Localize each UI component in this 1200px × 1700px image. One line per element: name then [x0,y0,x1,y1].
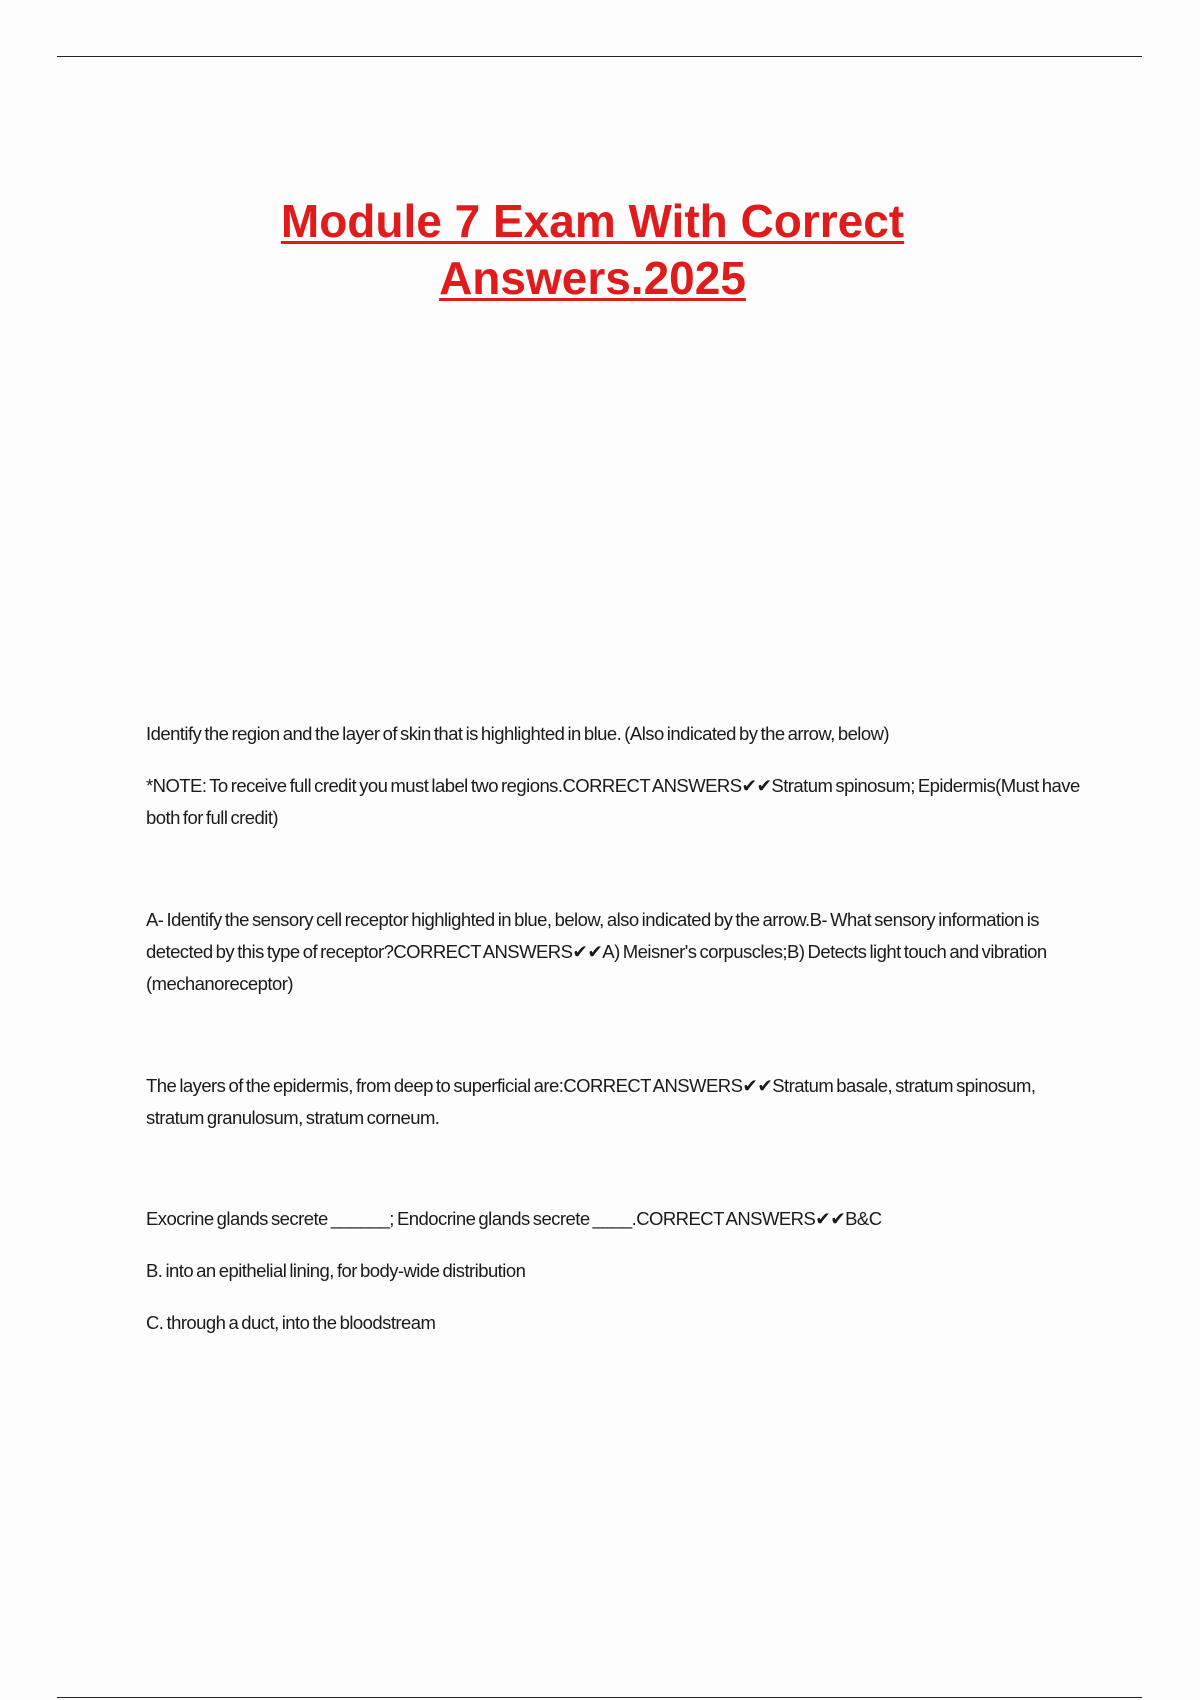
question-1-text: Identify the region and the layer of skin that is highlighted in blue. (Also indicated by the arrow, below) [146,723,890,744]
title-line-2: Answers.2025 [439,252,746,304]
bottom-divider [57,1697,1142,1698]
question-4-option-c: C. through a duct, into the bloodstream [146,1312,436,1333]
question-2-text: A- Identify the sensory cell receptor highlighted in blue, below, also indicated by the arrow.B- What sensory information is detected by this type of receptor?CORRECT ANSWERS✔✔A) Meisner's corpuscles;B) Detects light touch and vibration (mechanoreceptor) [146,909,1047,994]
document-title [0,193,1185,307]
question-4-text: Exocrine glands secrete ______; Endocrine glands secrete ____.CORRECT ANSWERS✔✔B&C [146,1208,882,1229]
question-1-answer: *NOTE: To receive full credit you must label two regions.CORRECT ANSWERS✔✔Stratum spinosum; Epidermis(Must have both for full credit) [146,775,1080,828]
top-divider [57,56,1142,57]
question-4-option-b: B. into an epithelial lining, for body-wide distribution [146,1260,526,1281]
title-line-1: Module 7 Exam With Correct [280,195,905,247]
question-3-text: The layers of the epidermis, from deep to superficial are:CORRECT ANSWERS✔✔Stratum basale, stratum spinosum, stratum granulosum, stratum corneum. [146,1075,1036,1128]
document-body [146,718,1096,1339]
